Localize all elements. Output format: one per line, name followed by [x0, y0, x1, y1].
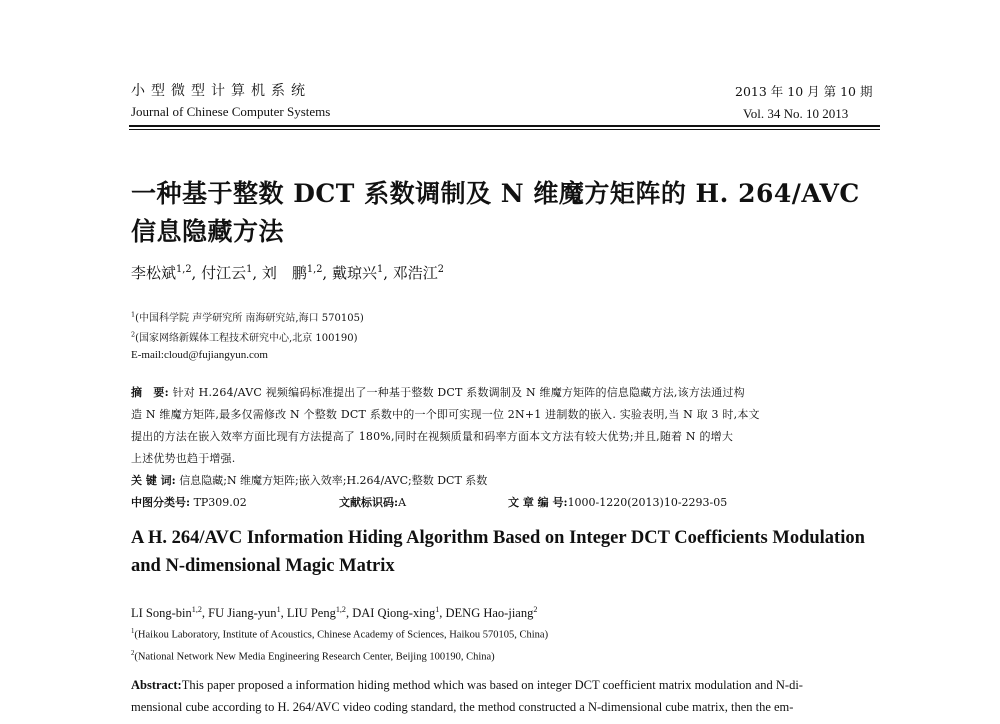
author-cn-sup: 1,2 [306, 264, 323, 275]
authors-en [131, 605, 537, 621]
author-en [287, 606, 349, 620]
journal-name-cn: 小型微型计算机系统 [131, 83, 311, 99]
article-number-value: 1000-1220(2013)10-2293-05 [567, 496, 728, 509]
keywords-cn-text: 信息隐藏;N 维魔方矩阵;嵌入效率;H.264/AVC;整数 DCT 系数 [179, 474, 488, 487]
author-en-sup: 1,2 [191, 605, 202, 614]
clc-number [131, 494, 247, 510]
abstract-cn-line-4: 上述优势也趋于增强. [131, 452, 236, 465]
authors-cn [131, 262, 444, 283]
header-rule-thick [129, 125, 880, 127]
clc-value: TP309.02 [193, 496, 247, 509]
author-cn-sup: 1,2 [176, 264, 192, 275]
document-code [339, 494, 406, 510]
affiliation-en-sup: 1 [131, 628, 135, 635]
author-cn-name: 邓浩江 [392, 264, 438, 282]
affiliation-cn-sup: 2 [131, 330, 136, 339]
affiliation-cn-sup: 1 [131, 310, 136, 319]
author-en-sup: 1 [435, 605, 440, 614]
affiliation-en-1 [131, 628, 548, 641]
author-cn [131, 264, 196, 282]
abstract-en-line-2: mensional cube according to H. 264/AVC video coding standard, the method constructed a N-dimensional cube matrix, then the em- [131, 700, 794, 714]
author-cn-sep: , [322, 264, 328, 282]
author-en-name: DENG Hao-jiang [445, 606, 534, 621]
author-en-sep: , [201, 606, 206, 621]
email-line: E-mail:cloud@fujiangyun.com [131, 349, 268, 361]
title-cn-line-1: 一种基于整数 DCT 系数调制及 N 维魔方矩阵的 H. 264/AVC [131, 179, 860, 208]
author-en-sup: 1,2 [335, 605, 346, 614]
issue-info-cn: 2013 年 10 月 第 10 期 [735, 84, 873, 99]
author-cn-sup: 1 [246, 264, 253, 275]
author-cn-sup: 1 [377, 264, 384, 275]
author-cn [332, 264, 388, 282]
title-cn-line-2: 信息隐藏方法 [131, 217, 285, 246]
doc-code-value: A [398, 496, 407, 509]
affiliation-en-sup: 2 [131, 650, 135, 657]
abstract-cn-text: 针对 H.264/AVC 视频编码标准提出了一种基于整数 DCT 系数调制及 N 维魔方矩阵的信息隐藏方法,该方法通过构 [172, 386, 745, 399]
author-cn [393, 264, 444, 282]
author-en-sup: 2 [533, 605, 538, 614]
abstract-en-line-1 [131, 678, 803, 693]
keywords-cn-label: 关 键 词: [131, 474, 176, 487]
author-en [131, 606, 205, 620]
author-cn-sep: , [383, 264, 388, 282]
author-en-sup: 1 [276, 605, 281, 614]
author-en-sep: , [345, 606, 350, 621]
author-cn-sep: , [191, 264, 197, 282]
author-en [208, 606, 284, 620]
author-cn [201, 264, 257, 282]
author-en-name: LI Song-bin [131, 606, 192, 621]
clc-label: 中图分类号: [131, 496, 191, 509]
header-rule-thin [129, 129, 880, 130]
issue-info-en: Vol. 34 No. 10 2013 [743, 106, 849, 121]
abstract-cn-line-1 [131, 384, 745, 400]
author-en-sep: , [280, 606, 284, 621]
author-cn-sep: , [252, 264, 258, 282]
affiliation-cn-2 [131, 329, 357, 344]
abstract-cn-line-3: 提出的方法在嵌入效率方面比现有方法提高了 180%,同时在视频质量和码率方面本文方法有较大优势;并且,随着 N 的增大 [131, 430, 734, 443]
author-cn-name: 戴琼兴 [331, 264, 377, 282]
title-en-line-2: and N-dimensional Magic Matrix [131, 556, 395, 576]
author-en-sep: , [439, 606, 443, 621]
title-en-line-1: A H. 264/AVC Information Hiding Algorithm Based on Integer DCT Coefficients Modulation [131, 528, 865, 548]
affiliation-cn-text: (中国科学院 声学研究所 南海研究站,海口 570105) [135, 313, 364, 324]
author-en-name: DAI Qiong-xing [352, 606, 436, 621]
affiliation-en-2 [131, 650, 495, 663]
article-number-label: 文 章 编 号: [508, 496, 568, 509]
author-cn-sup: 2 [437, 264, 445, 275]
affiliation-cn-1 [131, 309, 364, 324]
author-cn-name: 付江云 [201, 264, 247, 282]
affiliation-en-text: (National Network New Media Engineering Research Center, Beijing 100190, China) [134, 651, 495, 663]
abstract-cn-line-2: 造 N 维魔方矩阵,最多仅需修改 N 个整数 DCT 系数中的一个即可实现一位 2N+1 进制数的嵌入. 实验表明,当 N 取 3 时,本文 [131, 408, 760, 421]
keywords-cn [131, 472, 487, 488]
abstract-cn-label: 摘 要: [131, 386, 169, 399]
author-cn-name: 李松斌 [131, 264, 177, 282]
affiliation-en-text: (Haikou Laboratory, Institute of Acoustics, Chinese Academy of Sciences, Haikou 570105, China) [134, 629, 549, 641]
doc-code-label: 文献标识码: [339, 496, 399, 509]
author-en-name: LIU Peng [286, 606, 336, 621]
author-cn-name: 刘 鹏 [261, 264, 307, 282]
author-en-name: FU Jiang-yun [208, 606, 277, 621]
journal-name-en: Journal of Chinese Computer Systems [131, 104, 331, 119]
article-number [508, 494, 727, 510]
affiliation-cn-text: (国家网络新媒体工程技术研究中心,北京 100190) [135, 333, 358, 344]
abstract-en-label: Abstract: [131, 678, 182, 692]
author-cn [262, 264, 327, 282]
author-en [446, 606, 538, 620]
abstract-en-text: This paper proposed a information hiding method which was based on integer DCT coefficient matrix modulation and N-di- [181, 678, 803, 692]
author-en [352, 606, 442, 620]
